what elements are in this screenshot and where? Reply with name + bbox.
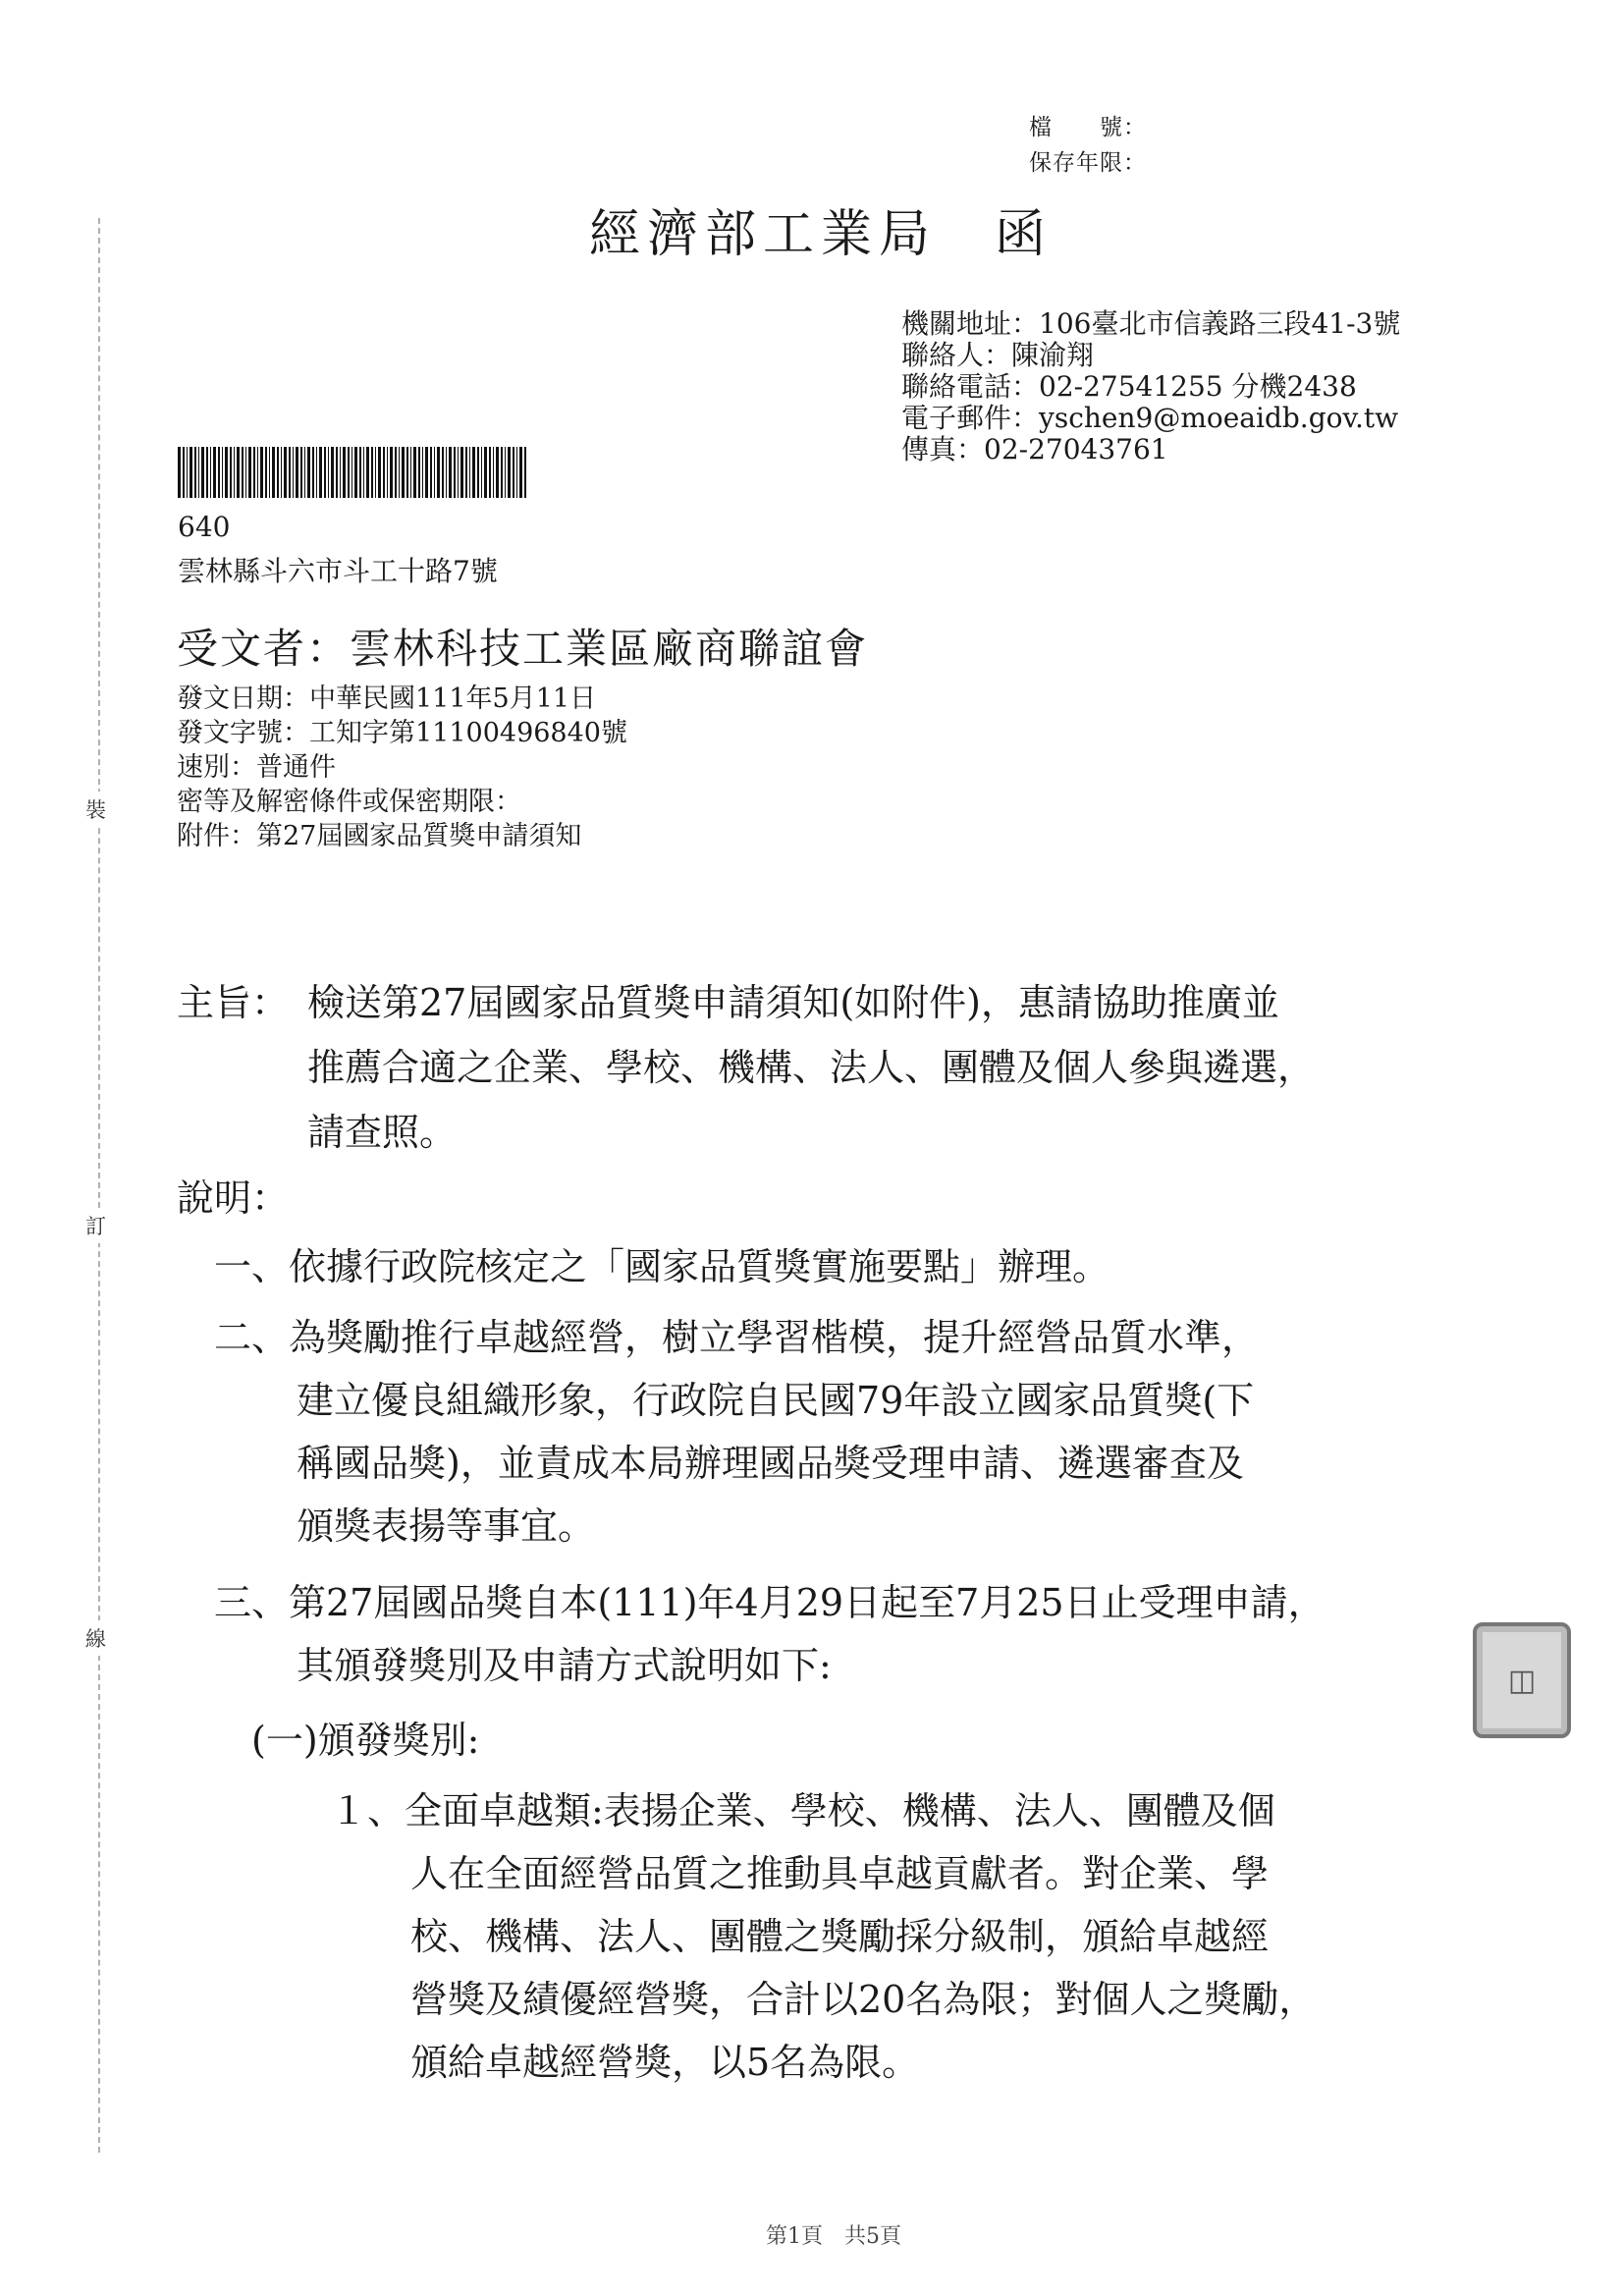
subject-line: 檢送第27屆國家品質獎申請須知(如附件)，惠請協助推廣並 — [307, 981, 1280, 1024]
attachment: 附件：第27屆國家品質獎申請須知 — [177, 821, 582, 851]
contact-phone: 聯絡電話：02-27541255 分機2438 — [901, 370, 1357, 403]
retention-period: 保存年限： — [1029, 150, 1147, 176]
explanation-item-2 — [214, 1306, 1259, 1558]
dispatch-number: 發文字號：工知字第11100496840號 — [177, 718, 627, 748]
margin-mark-xian: 線 — [85, 1620, 106, 1656]
item-line: 建立優良組織形象，行政院自民國79年設立國家品質獎(下 — [297, 1379, 1255, 1422]
contact-fax: 傳真：02-27043761 — [901, 433, 1168, 465]
point-line: 頒給卓越經營獎，以5名為限。 — [410, 2041, 920, 2084]
document-title: 經濟部工業局 函 — [589, 205, 1054, 264]
page-footer: 第1頁 共5頁 — [766, 2224, 901, 2249]
file-info — [1029, 110, 1147, 181]
subject-label: 主旨： — [177, 981, 290, 1024]
dispatch-date: 發文日期：中華民國111年5月11日 — [177, 683, 597, 714]
point-line: 校、機構、法人、團體之獎勵採分級制，頒給卓越經 — [410, 1915, 1270, 1958]
point-line: １、全面卓越類:表揚企業、學校、機構、法人、團體及個 — [330, 1789, 1275, 1832]
explanation-item-3 — [214, 1571, 1325, 1697]
seal-stamp-icon: ◫ — [1473, 1622, 1571, 1738]
explanation-item-1: 一、依據行政院核定之「國家品質獎實施要點」辦理。 — [214, 1245, 1110, 1288]
contact-person: 聯絡人：陳渝翔 — [901, 339, 1095, 371]
item-line: 頒獎表揚等事宜。 — [297, 1504, 596, 1548]
point-line: 人在全面經營品質之推動具卓越貢獻者。對企業、學 — [410, 1852, 1270, 1895]
barcode-icon — [178, 447, 527, 498]
subject-line: 請查照。 — [307, 1111, 458, 1154]
point-line: 營獎及績優經營獎，合計以20名為限；對個人之獎勵， — [410, 1978, 1317, 2021]
binding-line — [98, 218, 100, 2153]
recipient: 受文者：雲林科技工業區廠商聯誼會 — [177, 625, 869, 673]
item-line: 三、第27屆國品獎自本(111)年4月29日起至7月25日止受理申請， — [214, 1581, 1325, 1624]
margin-mark-ding: 訂 — [85, 1208, 106, 1243]
dispatch-meta — [177, 682, 627, 853]
delivery-speed: 速別：普通件 — [177, 752, 336, 783]
item-line: 稱國品獎)，並責成本局辦理國品獎受理申請、遴選審查及 — [297, 1442, 1244, 1485]
sub-section-1: (一)頒發獎別: — [251, 1719, 480, 1762]
agency-address: 機關地址：106臺北市信義路三段41-3號 — [901, 307, 1401, 340]
mailing-address: 雲林縣斗六市斗工十路7號 — [178, 555, 498, 587]
item-line: 其頒發獎別及申請方式說明如下: — [297, 1644, 832, 1687]
item-line: 二、為獎勵推行卓越經營，樹立學習楷模，提升經營品質水準， — [214, 1316, 1260, 1359]
contact-email: 電子郵件：yschen9@moeaidb.gov.tw — [901, 402, 1399, 434]
award-point-1 — [330, 1779, 1316, 2094]
mailing-zip: 640 — [178, 511, 231, 543]
contact-block — [901, 308, 1400, 465]
explanation-label: 說明： — [177, 1176, 290, 1220]
file-number: 檔 號： — [1029, 115, 1147, 140]
subject-section — [177, 970, 1315, 1165]
subject-line: 推薦合適之企業、學校、機構、法人、團體及個人參與遴選， — [307, 1046, 1316, 1089]
margin-mark-zhuang: 裝 — [85, 792, 106, 827]
secrecy-level: 密等及解密條件或保密期限： — [177, 787, 521, 817]
